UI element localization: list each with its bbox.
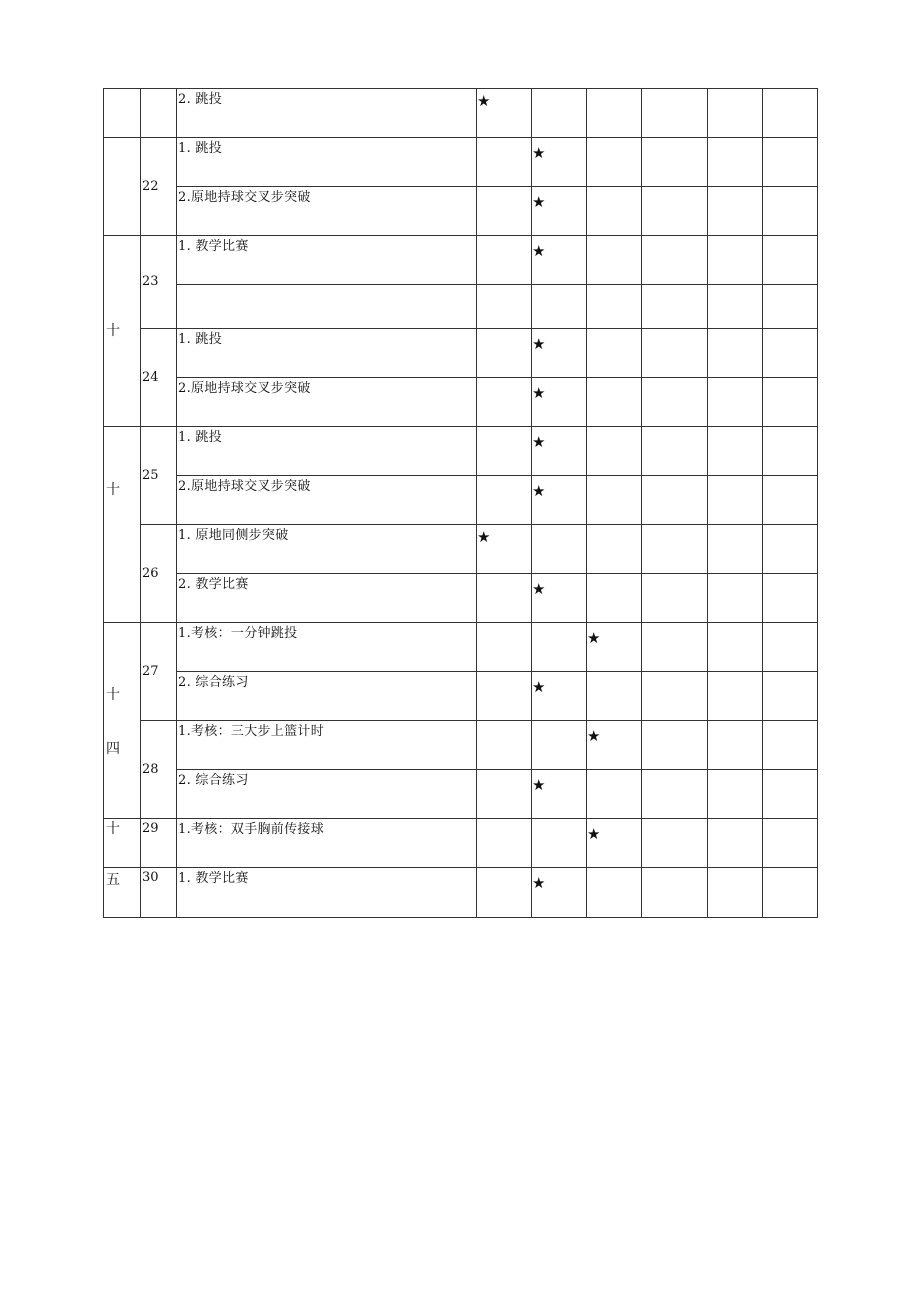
- mark-cell: [708, 138, 763, 187]
- mark-cell: [642, 187, 708, 236]
- lesson-number: 25: [141, 427, 177, 525]
- mark-cell: [708, 574, 763, 623]
- mark-cell: [763, 236, 818, 285]
- mark-cell: [763, 329, 818, 378]
- week-char: 十: [106, 821, 120, 837]
- mark-cell: [587, 868, 642, 918]
- mark-cell: ★: [587, 721, 642, 770]
- table-row: [104, 525, 818, 574]
- lesson-plan-table: [103, 88, 818, 918]
- table-row: [104, 285, 818, 329]
- mark-cell: [587, 574, 642, 623]
- mark-cell: [642, 138, 708, 187]
- content-cell: 1.考核：双手胸前传接球: [177, 819, 477, 868]
- mark-cell: [587, 427, 642, 476]
- mark-cell: ★: [532, 868, 587, 918]
- content-cell: 2. 教学比赛: [177, 574, 477, 623]
- mark-cell: [532, 89, 587, 138]
- week-char: 十: [106, 482, 120, 498]
- week-char: 十: [106, 323, 120, 339]
- mark-cell: [477, 285, 532, 329]
- lesson-number: 23: [141, 236, 177, 329]
- mark-cell: [642, 672, 708, 721]
- content-cell: 2. 综合练习: [177, 672, 477, 721]
- mark-cell: ★: [587, 819, 642, 868]
- mark-cell: [642, 623, 708, 672]
- mark-cell: [708, 819, 763, 868]
- mark-cell: [587, 285, 642, 329]
- mark-cell: ★: [477, 89, 532, 138]
- mark-cell: [477, 378, 532, 427]
- table-row: [104, 427, 818, 476]
- mark-cell: [763, 476, 818, 525]
- week-label: [104, 427, 141, 623]
- table-row: [104, 574, 818, 623]
- content-cell: 2.原地持球交叉步突破: [177, 378, 477, 427]
- mark-cell: [587, 525, 642, 574]
- mark-cell: [587, 329, 642, 378]
- mark-cell: [587, 672, 642, 721]
- mark-cell: ★: [532, 378, 587, 427]
- mark-cell: [642, 378, 708, 427]
- lesson-number: 24: [141, 329, 177, 427]
- mark-cell: [763, 672, 818, 721]
- mark-cell: ★: [477, 525, 532, 574]
- mark-cell: [642, 476, 708, 525]
- mark-cell: [477, 138, 532, 187]
- mark-cell: [763, 427, 818, 476]
- week-char: 四: [106, 741, 120, 757]
- mark-cell: [763, 721, 818, 770]
- mark-cell: [763, 285, 818, 329]
- week-char: 五: [106, 872, 120, 888]
- mark-cell: ★: [532, 770, 587, 819]
- mark-cell: [642, 329, 708, 378]
- week-label: [104, 868, 141, 918]
- content-cell: 1. 教学比赛: [177, 868, 477, 918]
- table-row: [104, 236, 818, 285]
- mark-cell: [763, 819, 818, 868]
- mark-cell: [708, 623, 763, 672]
- mark-cell: ★: [532, 672, 587, 721]
- mark-cell: ★: [532, 138, 587, 187]
- mark-cell: [642, 285, 708, 329]
- mark-cell: [477, 574, 532, 623]
- mark-cell: [642, 525, 708, 574]
- content-cell: 1. 教学比赛: [177, 236, 477, 285]
- mark-cell: [477, 329, 532, 378]
- mark-cell: ★: [532, 476, 587, 525]
- mark-cell: [532, 285, 587, 329]
- mark-cell: [587, 476, 642, 525]
- mark-cell: [763, 868, 818, 918]
- mark-cell: ★: [532, 329, 587, 378]
- mark-cell: [708, 525, 763, 574]
- table-row: [104, 329, 818, 378]
- mark-cell: [708, 770, 763, 819]
- content-cell: 2.原地持球交叉步突破: [177, 476, 477, 525]
- table-row: [104, 721, 818, 770]
- mark-cell: [763, 623, 818, 672]
- mark-cell: [708, 285, 763, 329]
- week-label: [104, 236, 141, 427]
- mark-cell: [642, 89, 708, 138]
- mark-cell: [763, 525, 818, 574]
- mark-cell: [587, 187, 642, 236]
- content-cell: 1. 跳投: [177, 138, 477, 187]
- table-row: [104, 89, 818, 138]
- mark-cell: [477, 819, 532, 868]
- mark-cell: ★: [532, 236, 587, 285]
- content-cell: 1.考核：三大步上篮计时: [177, 721, 477, 770]
- content-cell: 2. 跳投: [177, 89, 477, 138]
- mark-cell: [708, 721, 763, 770]
- mark-cell: [763, 138, 818, 187]
- lesson-number: 22: [141, 138, 177, 236]
- mark-cell: [477, 427, 532, 476]
- mark-cell: [587, 138, 642, 187]
- table-row: [104, 672, 818, 721]
- mark-cell: [587, 770, 642, 819]
- table-row: [104, 623, 818, 672]
- lesson-number: 29: [141, 819, 177, 868]
- mark-cell: [477, 721, 532, 770]
- mark-cell: [708, 236, 763, 285]
- table-row: [104, 187, 818, 236]
- lesson-cell: [141, 89, 177, 138]
- mark-cell: [708, 378, 763, 427]
- mark-cell: [532, 721, 587, 770]
- mark-cell: [763, 89, 818, 138]
- mark-cell: [708, 187, 763, 236]
- mark-cell: [532, 525, 587, 574]
- mark-cell: [642, 574, 708, 623]
- table-row: [104, 819, 818, 868]
- mark-cell: [763, 378, 818, 427]
- mark-cell: [763, 574, 818, 623]
- mark-cell: [587, 89, 642, 138]
- mark-cell: [642, 819, 708, 868]
- lesson-number: 28: [141, 721, 177, 819]
- mark-cell: [477, 868, 532, 918]
- mark-cell: [708, 329, 763, 378]
- mark-cell: [587, 378, 642, 427]
- mark-cell: [477, 476, 532, 525]
- mark-cell: [532, 623, 587, 672]
- mark-cell: ★: [532, 574, 587, 623]
- content-cell: 1. 原地同侧步突破: [177, 525, 477, 574]
- mark-cell: [477, 236, 532, 285]
- week-cell: [104, 138, 141, 236]
- table-row: [104, 378, 818, 427]
- mark-cell: [477, 623, 532, 672]
- mark-cell: [587, 236, 642, 285]
- mark-cell: [708, 427, 763, 476]
- week-char: 十: [106, 687, 120, 703]
- mark-cell: [642, 236, 708, 285]
- table-row: [104, 138, 818, 187]
- mark-cell: [708, 476, 763, 525]
- mark-cell: [763, 770, 818, 819]
- mark-cell: [642, 868, 708, 918]
- table-row: [104, 868, 818, 918]
- week-label: [104, 819, 141, 868]
- mark-cell: [642, 721, 708, 770]
- mark-cell: [477, 187, 532, 236]
- mark-cell: [708, 89, 763, 138]
- content-cell: 1. 跳投: [177, 329, 477, 378]
- mark-cell: ★: [532, 427, 587, 476]
- table-row: [104, 770, 818, 819]
- table-row: [104, 476, 818, 525]
- week-cell: [104, 89, 141, 138]
- content-cell: [177, 285, 477, 329]
- mark-cell: [708, 672, 763, 721]
- mark-cell: [477, 672, 532, 721]
- lesson-number: 30: [141, 868, 177, 918]
- content-cell: 1. 跳投: [177, 427, 477, 476]
- mark-cell: ★: [587, 623, 642, 672]
- content-cell: 2. 综合练习: [177, 770, 477, 819]
- mark-cell: [642, 770, 708, 819]
- mark-cell: [642, 427, 708, 476]
- content-cell: 1.考核：一分钟跳投: [177, 623, 477, 672]
- lesson-number: 26: [141, 525, 177, 623]
- mark-cell: [532, 819, 587, 868]
- week-label: [104, 623, 141, 819]
- mark-cell: [477, 770, 532, 819]
- mark-cell: ★: [532, 187, 587, 236]
- mark-cell: [763, 187, 818, 236]
- lesson-number: 27: [141, 623, 177, 721]
- content-cell: 2.原地持球交叉步突破: [177, 187, 477, 236]
- mark-cell: [708, 868, 763, 918]
